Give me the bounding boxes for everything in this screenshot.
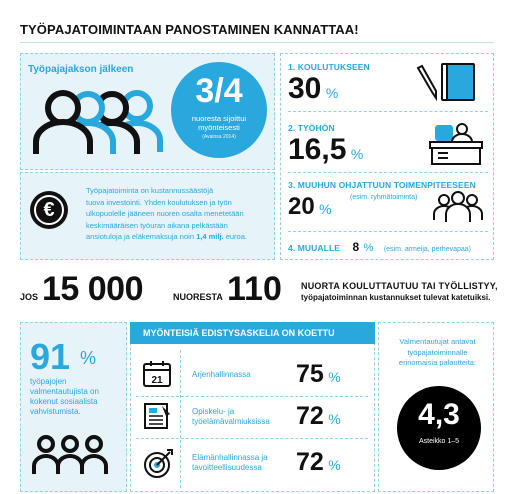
group-people-icon <box>432 190 484 224</box>
progress-item-label <box>192 407 270 427</box>
feedback-scale: Asteikko 1–5 <box>418 438 460 445</box>
money-text-part: euroa. <box>223 232 247 241</box>
progress-title: MYÖNTEISIÄ EDISTYSASKELIA ON KOETTU <box>130 322 375 344</box>
outcome-unit: % <box>319 201 332 217</box>
progress-item-label-line: Opiskelu- ja <box>192 407 235 416</box>
progress-item-unit: % <box>328 457 341 473</box>
outcome-label: 4. MUUALLE <box>288 243 340 253</box>
money-text <box>86 185 266 243</box>
progress-item-value-row <box>296 448 341 477</box>
feedback-text-line: erinomaisia palautteita: <box>398 358 477 367</box>
pencil-book-icon <box>412 60 482 102</box>
euro-icon: € <box>30 191 68 229</box>
social-text-line: työpajojen <box>30 377 67 386</box>
three-quarters-text <box>171 114 267 132</box>
people-group-icon <box>30 84 170 156</box>
outcome-value: 30 <box>288 72 322 105</box>
progress-item-label: Arjenhallinnassa <box>192 370 251 379</box>
outcome-value-row <box>288 193 332 221</box>
outcome-value: 8 <box>352 240 360 254</box>
progress-item-value-row <box>296 402 341 431</box>
progress-item-label-line: työelämävalmiuksissa <box>192 417 270 426</box>
office-desk-icon <box>428 120 484 166</box>
progress-item-label <box>192 453 268 473</box>
feedback-text-line: työpajatoiminnalle <box>407 347 468 357</box>
money-text-part: ansiotuloja ja eläkemaksuja noin <box>86 232 194 241</box>
feedback-score-circle <box>397 386 481 470</box>
social-text-line: kokenut sosiaalista <box>30 397 98 406</box>
statement-if: JOS <box>20 292 39 302</box>
calendar-day: 21 <box>151 375 163 386</box>
header-divider <box>20 42 494 43</box>
outcome-unit: % <box>363 242 374 254</box>
outcome-label: 3. MUUHUN OHJATTUUN TOIMENPITEESEEN <box>288 180 476 190</box>
period-title: Työpajajakson jälkeen <box>28 64 134 75</box>
money-text-line: ulkopuolelle jääneen nuoren osalta menetetään <box>86 209 244 218</box>
progress-item-value: 72 <box>296 402 324 430</box>
progress-item-label-line: Elämänhallinnassa ja <box>192 453 268 462</box>
outcome-unit: % <box>350 146 364 162</box>
progress-item-value-row <box>296 360 341 389</box>
progress-item-value: 75 <box>296 360 324 388</box>
feedback-score: 4,3 <box>418 398 460 431</box>
three-quarters-circle <box>171 62 267 158</box>
outcome-note: (esim. armeija, perhevapaa) <box>383 246 471 253</box>
progress-item-value: 72 <box>296 448 324 476</box>
three-quarters-value: 3/4 <box>195 72 243 110</box>
outcome-label: 1. KOULUTUKSEEN <box>288 62 370 72</box>
stat-source: (Avainsa 2014) <box>202 134 236 140</box>
progress-divider <box>180 350 181 488</box>
document-icon <box>142 402 172 430</box>
money-amount: 1,4 milj. <box>196 232 224 241</box>
progress-item-label-line: tavoitteellisuudessa <box>192 463 262 472</box>
money-text-line: keskimääräisen työuran aikana pelkästään <box>86 220 228 230</box>
outcome-unit: % <box>325 85 339 101</box>
statement-of-youth: NUORESTA <box>173 292 223 302</box>
statement-number-1: 15 000 <box>42 270 143 308</box>
statement-line-2: työpajatoiminnan kustannukset tulevat katetuiksi. <box>301 293 491 302</box>
feedback-text <box>385 337 490 369</box>
stat-text-line: myönteisesti <box>198 123 240 132</box>
stat-text-line: nuoresta sijoittui <box>191 114 247 123</box>
statement-number-2: 110 <box>227 270 282 308</box>
social-text-line: vahvistumista. <box>30 407 81 416</box>
progress-item-unit: % <box>328 369 341 385</box>
money-text-line: tuova investointi. Yhden koulutuksen ja työn <box>86 197 232 207</box>
outcome-value-row <box>288 72 338 106</box>
progress-separator <box>136 396 368 397</box>
social-text <box>30 377 122 417</box>
people-row-icon <box>32 434 108 476</box>
outcome-value-row <box>288 133 363 167</box>
outcome-value: 16,5 <box>288 133 347 166</box>
money-text-line: Työpajatoiminta on kustannussäästöjä <box>86 186 214 195</box>
outcome-value: 20 <box>288 193 315 220</box>
outcome-note: (esim. ryhmätoiminta) <box>350 194 418 201</box>
target-icon <box>142 448 174 480</box>
calendar-icon <box>142 360 172 388</box>
money-text-line <box>86 231 266 243</box>
feedback-text-line: Valmentautujat antavat <box>399 337 476 346</box>
progress-separator <box>136 438 368 439</box>
statement-line-1: NUORTA KOULUTTAUTUU TAI TYÖLLISTYY, <box>301 281 498 291</box>
outcome-divider <box>288 111 488 112</box>
outcome-divider <box>288 172 488 173</box>
outcome-label: 2. TYÖHÖN <box>288 123 335 133</box>
social-text-line: valmentautujista on <box>30 387 99 396</box>
outcome-divider <box>288 231 488 232</box>
social-unit: % <box>80 348 97 368</box>
outcome-row-4 <box>288 238 471 256</box>
progress-item-unit: % <box>328 411 341 427</box>
social-value: 91 <box>30 336 71 377</box>
page-title: TYÖPAJATOIMINTAAN PANOSTAMINEN KANNATTAA! <box>20 22 359 37</box>
